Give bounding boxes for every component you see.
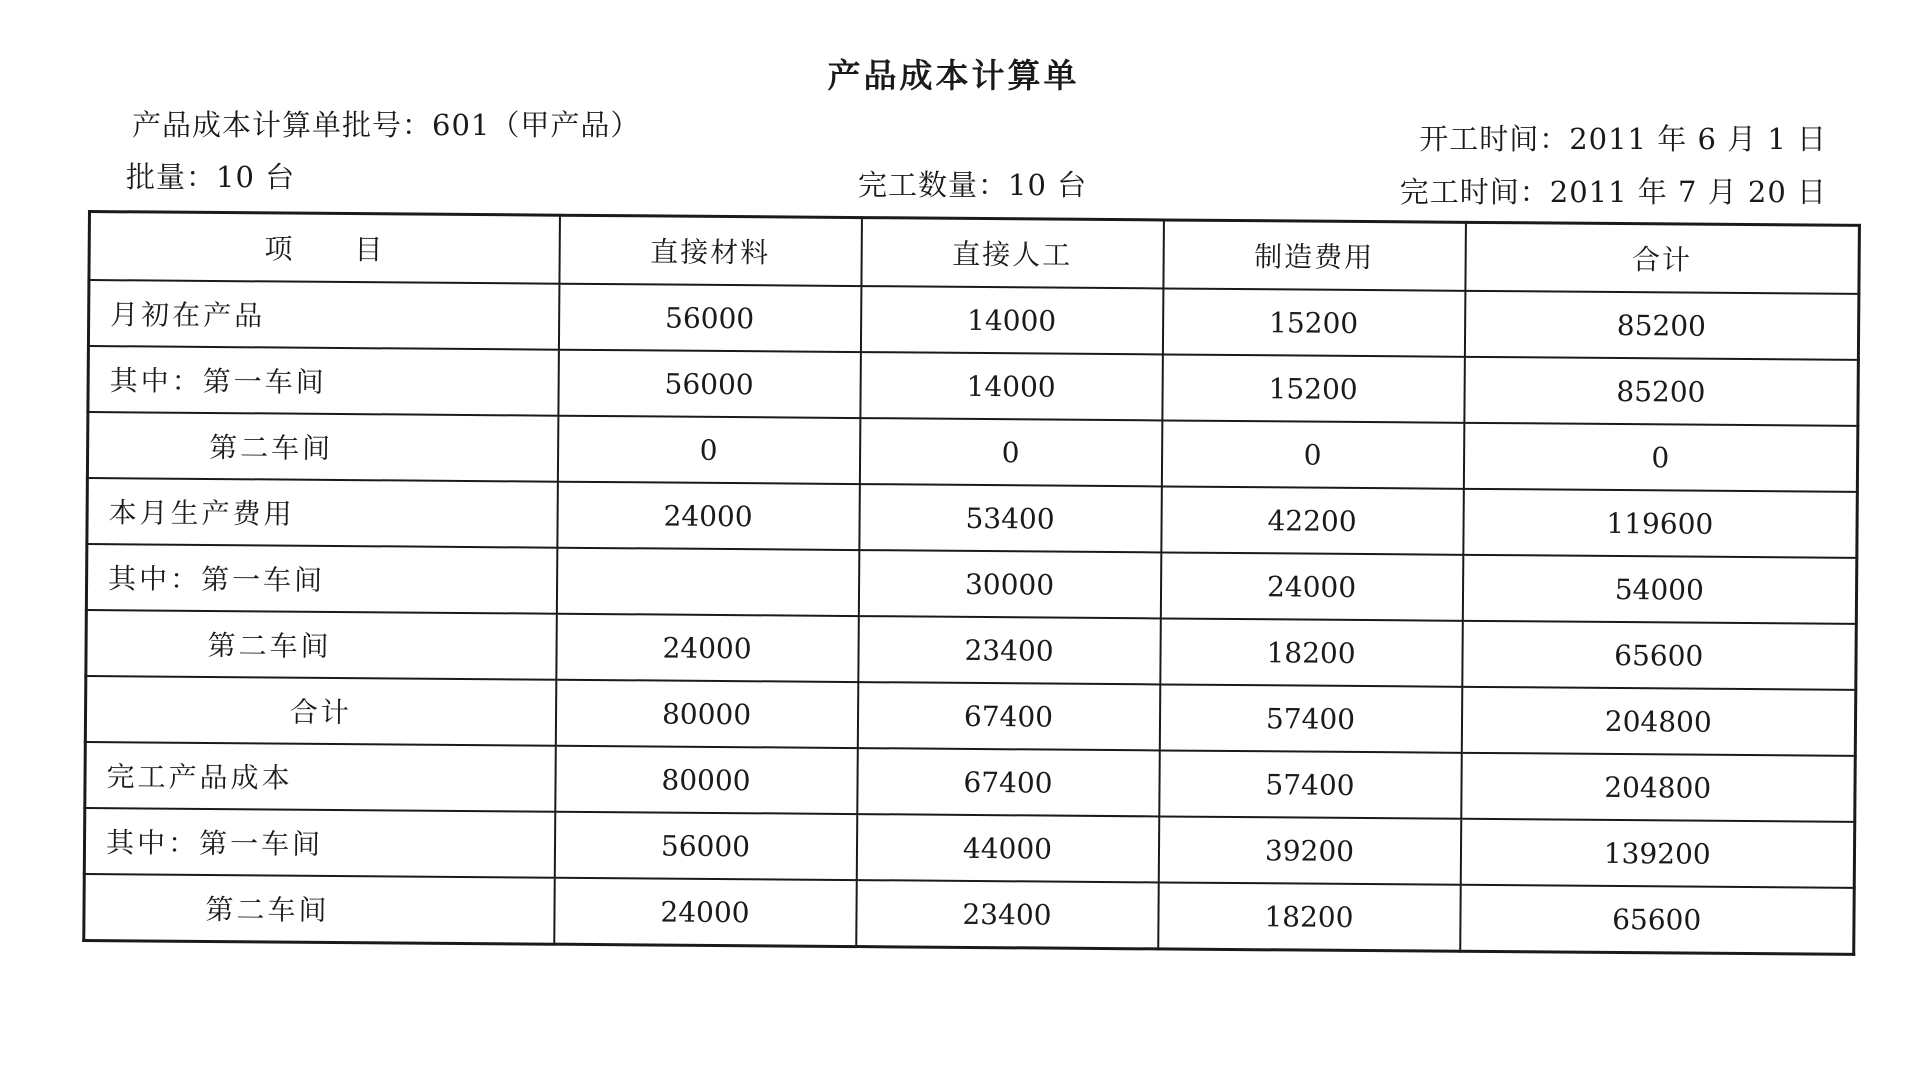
start-time: 开工时间：2011 年 6 月 1 日 — [1419, 122, 1827, 156]
table-cell: 54000 — [1462, 555, 1857, 624]
row-label: 完工产品成本 — [85, 742, 556, 812]
table-row — [84, 874, 1854, 954]
cost-table — [82, 210, 1861, 956]
column-header-direct-labor: 直接人工 — [861, 218, 1164, 289]
table-cell: 24000 — [1160, 552, 1463, 620]
table-cell: 24000 — [554, 878, 857, 947]
table-cell: 67400 — [857, 748, 1160, 816]
table-cell: 85200 — [1464, 291, 1859, 360]
table-cell: 0 — [1161, 420, 1464, 488]
table-cell: 57400 — [1159, 750, 1462, 818]
table-cell: 57400 — [1159, 684, 1462, 752]
row-label: 其中：第一车间 — [86, 544, 557, 614]
document-title: 产品成本计算单 — [827, 56, 1080, 95]
row-label: 第二车间 — [84, 874, 555, 944]
table-cell: 53400 — [859, 484, 1162, 552]
table-cell: 24000 — [557, 482, 860, 550]
table-cell: 204800 — [1461, 687, 1856, 756]
table-cell: 65600 — [1460, 885, 1855, 955]
table-cell: 85200 — [1464, 357, 1859, 426]
table-cell: 80000 — [555, 746, 858, 814]
batch-number: 产品成本计算单批号：601（甲产品） — [132, 108, 641, 142]
cost-sheet — [82, 210, 1858, 956]
table-cell: 204800 — [1461, 753, 1856, 822]
column-header-manufacturing-overhead: 制造费用 — [1163, 220, 1466, 291]
table-cell: 56000 — [558, 284, 861, 352]
table-cell: 14000 — [860, 286, 1163, 354]
table-cell: 14000 — [860, 352, 1163, 420]
table-cell: 30000 — [858, 550, 1161, 618]
row-label: 合计 — [85, 676, 556, 746]
completed-quantity: 完工数量：10 台 — [858, 168, 1088, 202]
table-cell: 39200 — [1158, 816, 1461, 884]
table-cell: 18200 — [1158, 882, 1461, 951]
row-label: 月初在产品 — [88, 280, 559, 350]
table-body — [84, 280, 1859, 954]
column-header-total: 合计 — [1465, 222, 1860, 294]
table-cell: 65600 — [1462, 621, 1857, 690]
table-cell: 0 — [1463, 423, 1858, 492]
row-label: 第二车间 — [87, 412, 558, 482]
table-cell: 0 — [557, 416, 860, 484]
table-cell: 24000 — [556, 614, 859, 682]
table-cell: 139200 — [1460, 819, 1855, 888]
table-cell: 42200 — [1161, 486, 1464, 554]
table-cell: 80000 — [555, 680, 858, 748]
row-label: 其中：第一车间 — [88, 346, 559, 416]
table-cell: 18200 — [1160, 618, 1463, 686]
table-cell: 15200 — [1162, 288, 1465, 356]
table-cell: 23400 — [858, 616, 1161, 684]
table-cell: 15200 — [1162, 354, 1465, 422]
batch-quantity: 批量：10 台 — [126, 160, 296, 194]
table-cell: 56000 — [554, 812, 857, 880]
table-cell: 0 — [859, 418, 1162, 486]
column-header-direct-materials: 直接材料 — [559, 215, 862, 286]
row-label: 第二车间 — [86, 610, 557, 680]
row-label: 其中：第一车间 — [84, 808, 555, 878]
column-header-item: 项 目 — [89, 212, 560, 284]
table-cell: 56000 — [558, 350, 861, 418]
table-cell — [556, 548, 859, 616]
table-cell: 44000 — [856, 814, 1159, 882]
table-cell: 23400 — [856, 880, 1159, 949]
table-cell: 119600 — [1463, 489, 1858, 558]
row-label: 本月生产费用 — [87, 478, 558, 548]
table-cell: 67400 — [857, 682, 1160, 750]
end-time: 完工时间：2011 年 7 月 20 日 — [1399, 175, 1827, 209]
